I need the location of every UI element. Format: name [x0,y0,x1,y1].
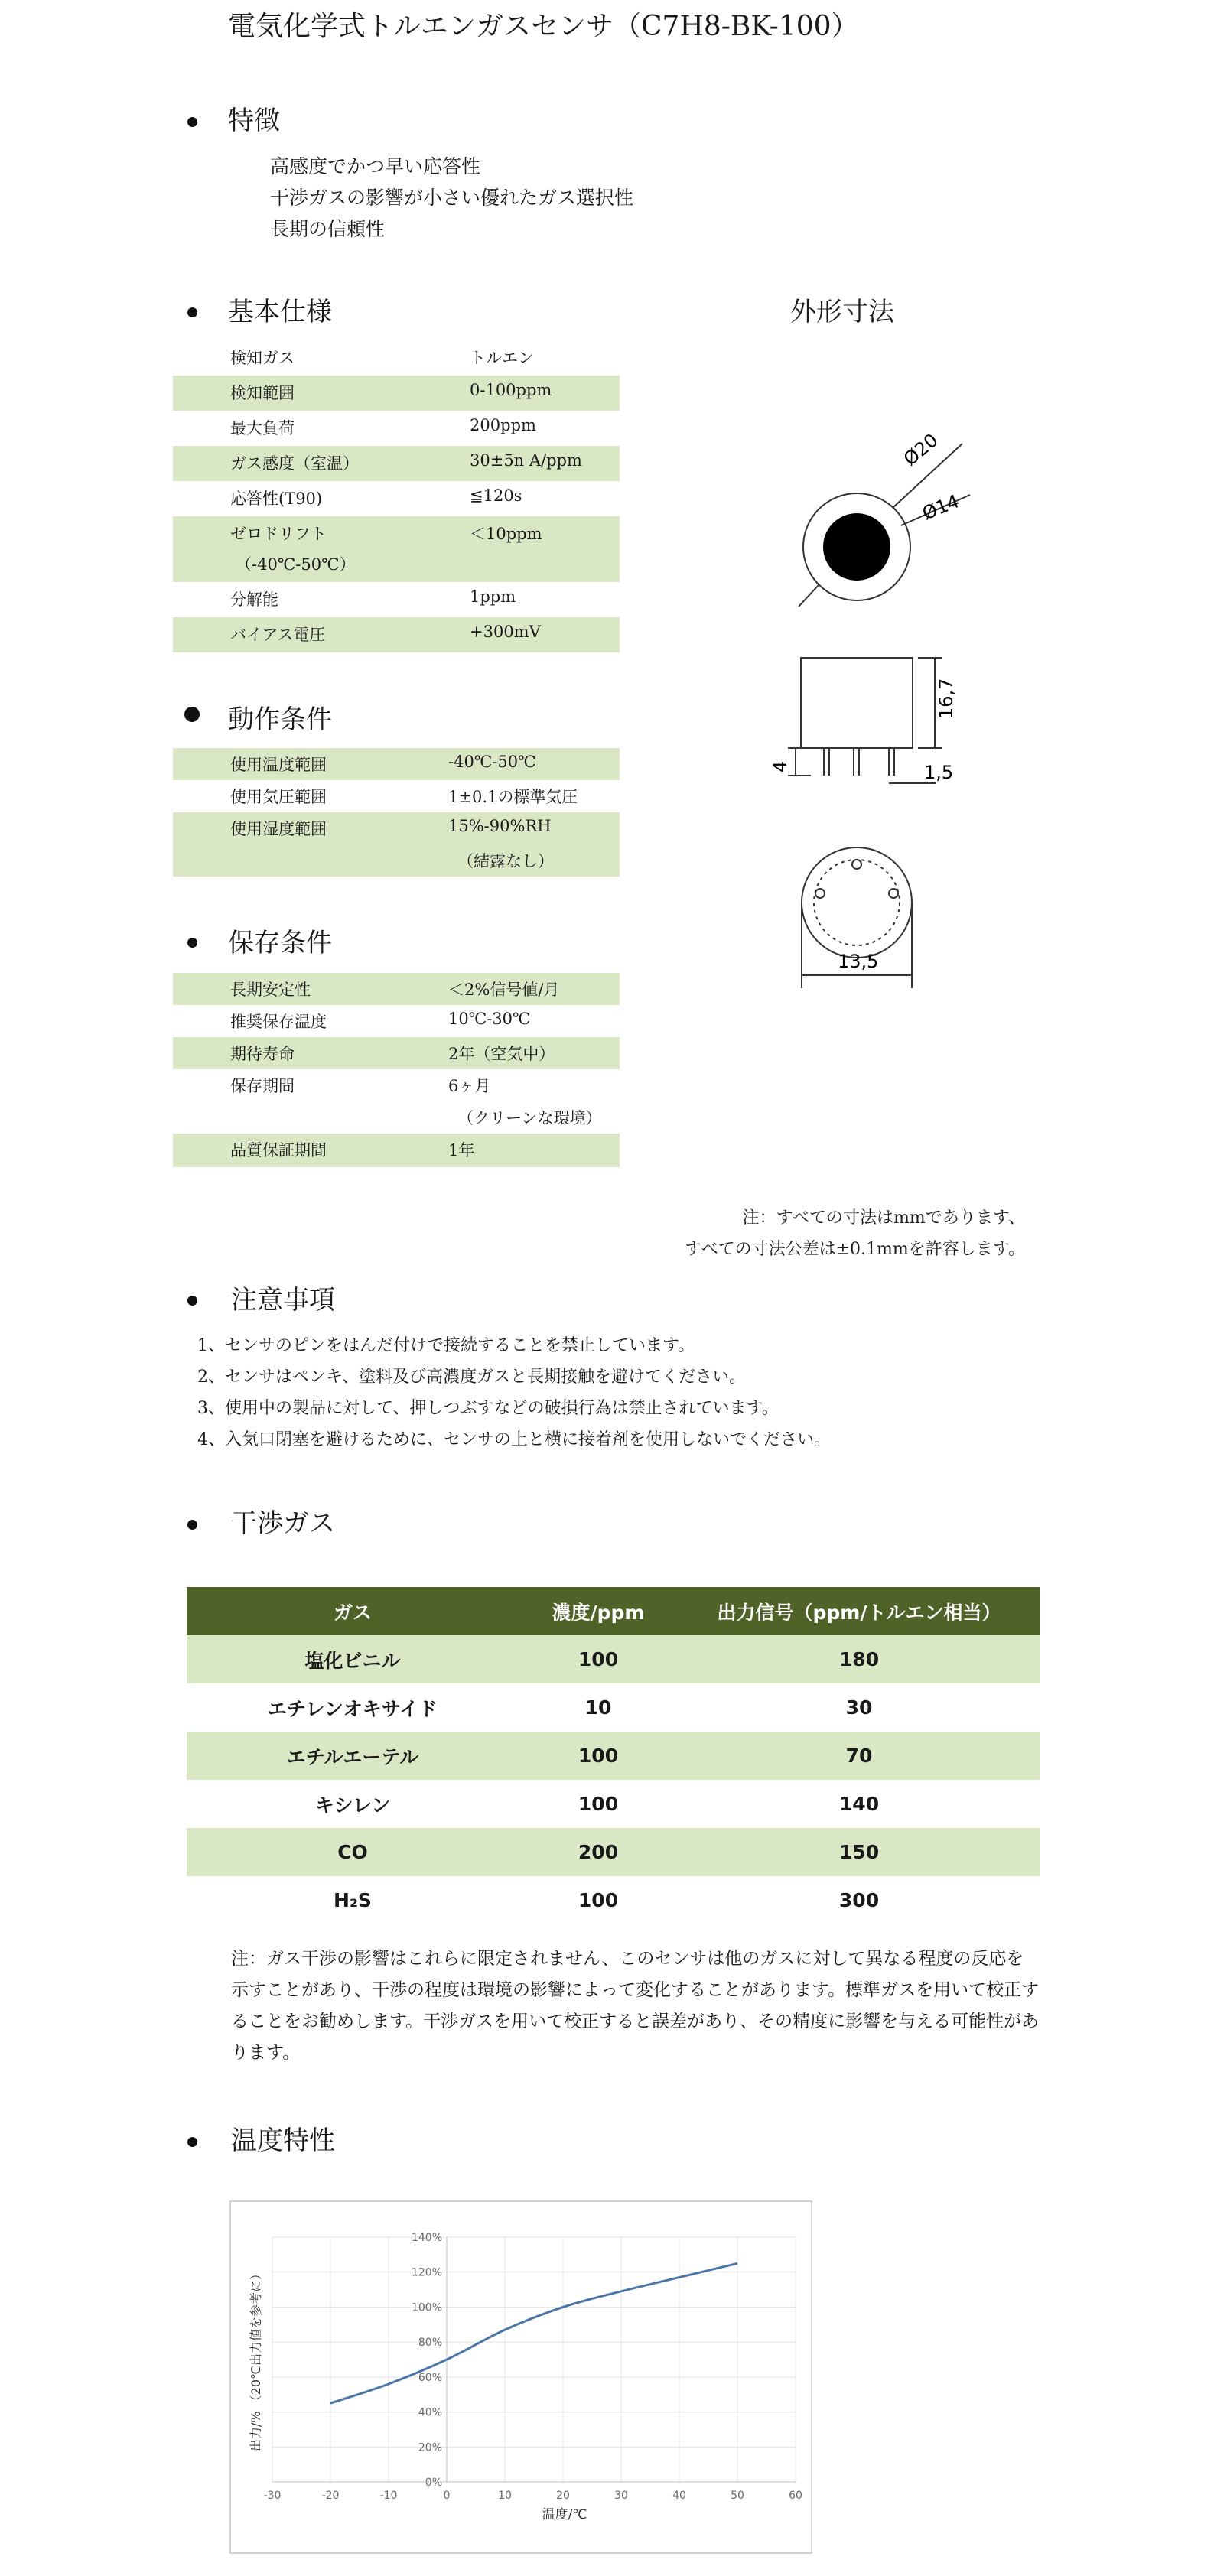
spec-value-note: （結露なし） [457,852,554,870]
table-row [187,1780,1040,1828]
page-title: 電気化学式トルエンガスセンサ（C7H8-BK-100） [228,11,859,42]
spec-value: 200ppm [470,416,536,434]
spec-key: 分解能 [230,590,278,609]
caution-item: 1、センサのピンをはんだ付けで接続することを禁止しています。 [197,1336,695,1355]
bottom-circle [802,847,912,958]
feature-item: 高感度でかつ早い応答性 [270,155,481,177]
concentration-cell: 10 [584,1696,612,1719]
spec-key: 品質保証期間 [230,1141,327,1160]
output-cell: 180 [678,1635,1040,1683]
y-tick-label: 80% [418,2337,442,2350]
y-tick-label: 40% [418,2406,442,2419]
spec-value: 1ppm [470,587,516,606]
bullet-icon [187,2137,197,2147]
table-row [187,1635,1040,1683]
dim-label-height: 16,7 [936,678,957,719]
table-row [187,1828,1040,1876]
bullet-icon [187,938,197,948]
bullet-icon [187,307,197,317]
spec-row [173,1037,620,1069]
spec-value: 10℃-30℃ [448,1010,531,1028]
interference-heading: 干渉ガス [231,1508,335,1539]
spec-value: 15%-90%RH [448,817,552,835]
spec-row [173,1134,620,1167]
output-cell: 150 [678,1828,1040,1876]
dimension-drawing [765,413,1010,1025]
gas-cell: エチレンオキサイド [267,1697,438,1720]
spec-key: ゼロドリフト [230,525,327,543]
x-tick-label: 10 [498,2490,512,2502]
spec-value: 1年 [448,1141,475,1160]
spec-value: トルエン [470,349,534,367]
gas-cell: 塩化ビニル [187,1635,519,1683]
output-cell: 300 [838,1889,880,1911]
gas-cell: キシレン [314,1794,391,1817]
x-tick-label: -30 [263,2490,282,2502]
spec-key: 推奨保存温度 [230,1013,327,1031]
spec-row [173,582,620,617]
spec-key: 使用気圧範囲 [230,788,327,806]
x-tick-label: 0 [443,2490,451,2502]
spec-value: 6ヶ月 [448,1077,491,1095]
output-cell: 70 [678,1732,1040,1780]
spec-row [173,376,620,411]
spec-value-note: （クリーンな環境） [457,1109,602,1127]
table-header-row [187,1587,1040,1635]
feature-item: 干渉ガスの影響が小さい優れたガス選択性 [270,187,634,209]
operating-table [173,748,620,877]
spec-value: 30±5n A/ppm [470,451,582,470]
y-tick-label: 20% [418,2441,442,2454]
bullet-icon [187,117,197,127]
spec-row [173,1069,620,1134]
spec-row [173,617,620,652]
spec-key-note: （-40℃-50℃） [236,555,356,574]
spec-row [173,973,620,1005]
features-heading: 特徴 [228,106,280,136]
table-row [187,1683,1040,1732]
sensor-body [801,658,913,748]
spec-value: 2年（空気中） [448,1045,555,1063]
storage-table [173,973,620,1167]
dim-label-pitch: 1,5 [924,762,954,783]
caution-item: 3、使用中の製品に対して、押しつぶすなどの破損行為は禁止されています。 [197,1399,779,1418]
x-tick-label: 20 [556,2490,570,2502]
dim-label-width: 13,5 [838,951,879,972]
interference-table [187,1587,1040,1924]
spec-value: ＜2%信号値/月 [448,981,560,999]
operating-heading: 動作条件 [228,704,332,735]
x-tick-label: 40 [672,2490,686,2502]
bullet-icon [187,1520,197,1530]
dim-label-pin: 4 [770,760,791,772]
spec-value: 0-100ppm [470,381,552,399]
dim-label-d14: Ø14 [919,490,963,525]
spec-key: 期待寿命 [230,1045,295,1063]
feature-item: 長期の信頼性 [270,218,386,240]
spec-key: 使用湿度範囲 [230,820,327,838]
spec-value: -40℃-50℃ [448,753,536,771]
caution-item: 4、入気口閉塞を避けるために、センサの上と横に接着剤を使用しないでください。 [197,1430,831,1449]
spec-row [173,748,620,780]
spec-key: 使用温度範囲 [230,756,327,774]
dimension-note: すべての寸法公差は±0.1mmを許容します。 [685,1240,1025,1259]
spec-row [173,516,620,582]
concentration-cell: 100 [519,1635,678,1683]
y-tick-label: 120% [411,2266,442,2279]
gas-cell: CO [187,1828,519,1876]
spec-value: +300mV [470,623,541,641]
concentration-cell: 100 [578,1889,619,1911]
table-row [187,1876,1040,1924]
y-tick-label: 60% [418,2371,442,2384]
spec-row [173,340,620,376]
x-tick-label: -10 [379,2490,398,2502]
column-header: 濃度/ppm [519,1587,678,1635]
x-tick-label: 50 [731,2490,744,2502]
concentration-cell: 100 [519,1732,678,1780]
spec-row [173,1005,620,1037]
spec-key: 検知範囲 [230,384,295,402]
spec-key: 保存期間 [230,1077,295,1095]
dimensions-heading: 外形寸法 [790,297,894,327]
interference-note: 注：ガス干渉の影響はこれらに限定されません、このセンサは他のガスに対して異なる程度の反応を示すことがあり、干渉の程度は環境の影響によって変化することがあります。標準ガスを用いて校正することをお勧めします。干渉ガスを用いて校正すると誤差があり、その精度に影響を与える可能性があります。 [231,1949,1040,2063]
temperature-heading: 温度特性 [231,2126,335,2156]
cautions-heading: 注意事項 [231,1285,335,1316]
concentration-cell: 200 [519,1828,678,1876]
spec-key: 長期安定性 [230,981,311,999]
caution-item: 2、センサはペンキ、塗料及び高濃度ガスと長期接触を避けてください。 [197,1368,747,1387]
gas-cell: H₂S [334,1889,372,1911]
spec-key: バイアス電圧 [230,626,326,644]
x-tick-label: -20 [321,2490,340,2502]
storage-heading: 保存条件 [228,928,332,958]
gas-cell: エチルエーテル [187,1732,519,1780]
y-tick-label: 100% [411,2301,442,2314]
spec-row [173,411,620,446]
column-header: ガス [187,1587,519,1635]
table-row [187,1732,1040,1780]
spec-row [173,481,620,516]
output-cell: 30 [845,1696,873,1719]
dim-label-d20: Ø20 [899,429,942,470]
spec-value: 1±0.1の標準気圧 [448,788,578,806]
spec-row [173,812,620,877]
spec-key: 最大負荷 [230,419,295,437]
basic-spec-heading: 基本仕様 [228,297,332,327]
x-axis-label: 温度/℃ [542,2507,587,2522]
x-tick-label: 30 [614,2490,628,2502]
inner-circle [823,513,890,581]
output-cell: 140 [838,1793,880,1815]
y-tick-label: 140% [411,2232,442,2244]
bullet-icon [184,707,200,722]
column-header: 出力信号（ppm/トルエン相当） [678,1587,1040,1635]
x-tick-label: 60 [789,2490,802,2502]
spec-key: ガス感度（室温） [230,454,359,473]
dimension-note: 注：すべての寸法はmmであります、 [742,1208,1025,1228]
spec-key: 応答性(T90) [230,490,323,508]
spec-value: ≦120s [470,486,522,505]
y-tick-label: 0% [425,2477,442,2489]
spec-row [173,780,620,812]
basic-spec-table [173,340,620,652]
temperature-chart [229,2200,812,2554]
spec-row [173,446,620,481]
spec-key: 検知ガス [230,349,295,367]
spec-value: ＜10ppm [470,525,542,543]
y-axis-label: 出力/% （20℃出力値を参考に） [249,2267,263,2452]
concentration-cell: 100 [578,1793,619,1815]
bullet-icon [187,1296,197,1306]
